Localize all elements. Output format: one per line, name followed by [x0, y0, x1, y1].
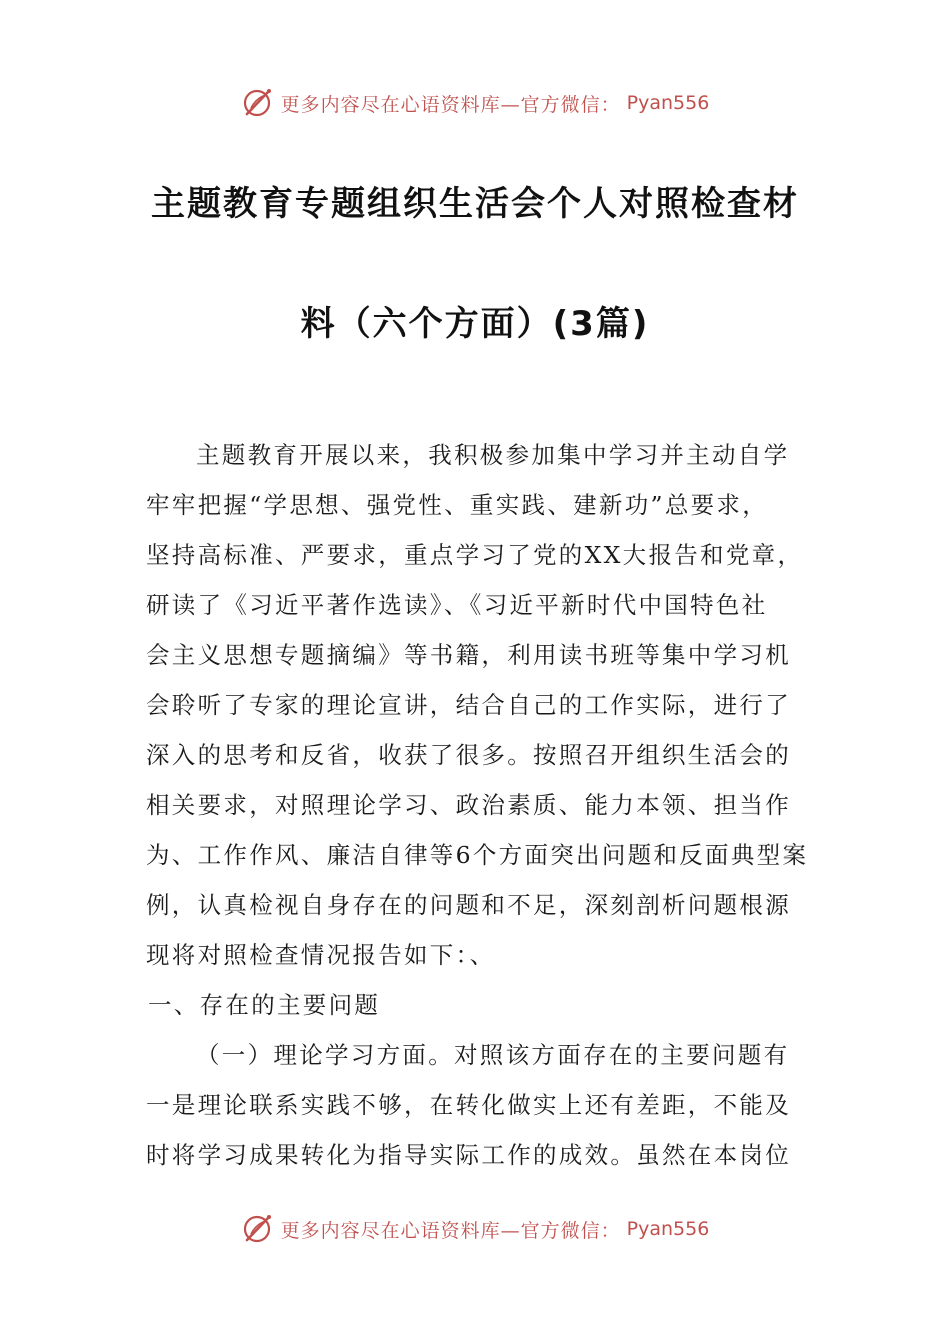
body-line: 主题教育开展以来，我积极参加集中学习并主动自学: [196, 441, 790, 469]
brush-logo-icon: [241, 86, 275, 120]
footer-watermark: [0, 1212, 950, 1246]
body-line: 相关要求，对照理论学习、政治素质、能力本领、担当作: [146, 791, 791, 819]
body-line: 牢牢把握“学思想、强党性、重实践、建新功”总要求，: [146, 491, 769, 519]
body-line: 会聆听了专家的理论宣讲，结合自己的工作实际，进行了: [146, 691, 791, 719]
body-line: 为、工作作风、廉洁自律等6个方面突出问题和反面典型案: [146, 841, 809, 869]
body-line: 坚持高标准、严要求，重点学习了党的XX大报告和党章，: [146, 541, 804, 569]
body-line: （一）理论学习方面。对照该方面存在的主要问题有: [196, 1041, 790, 1069]
body-line: 深入的思考和反省，收获了很多。按照召开组织生活会的: [146, 741, 791, 769]
section-heading: 一、存在的主要问题: [148, 991, 381, 1019]
body-line: 时将学习成果转化为指导实际工作的成效。虽然在本岗位: [146, 1141, 791, 1169]
body-line: 例，认真检视自身存在的问题和不足，深刻剖析问题根源: [146, 891, 791, 919]
body-line: 一是理论联系实践不够，在转化做实上还有差距，不能及: [146, 1091, 791, 1119]
document-title-line-1: 主题教育专题组织生活会个人对照检查材: [151, 184, 799, 224]
watermark-wechat-id: Pyan556: [626, 92, 710, 114]
body-line: 会主义思想专题摘编》等书籍，利用读书班等集中学习机: [146, 641, 791, 669]
document-title-line-2: 料（六个方面）(3篇): [300, 304, 650, 344]
header-watermark: [0, 86, 950, 120]
watermark-text: 更多内容尽在心语资料库—官方微信：: [280, 1219, 621, 1242]
body-line: 研读了《习近平著作选读》、《习近平新时代中国特色社: [146, 591, 768, 619]
watermark-wechat-id: Pyan556: [626, 1218, 710, 1240]
brush-logo-icon: [241, 1212, 275, 1246]
body-line: 现将对照检查情况报告如下：、: [146, 941, 496, 969]
watermark-text: 更多内容尽在心语资料库—官方微信：: [280, 93, 621, 116]
